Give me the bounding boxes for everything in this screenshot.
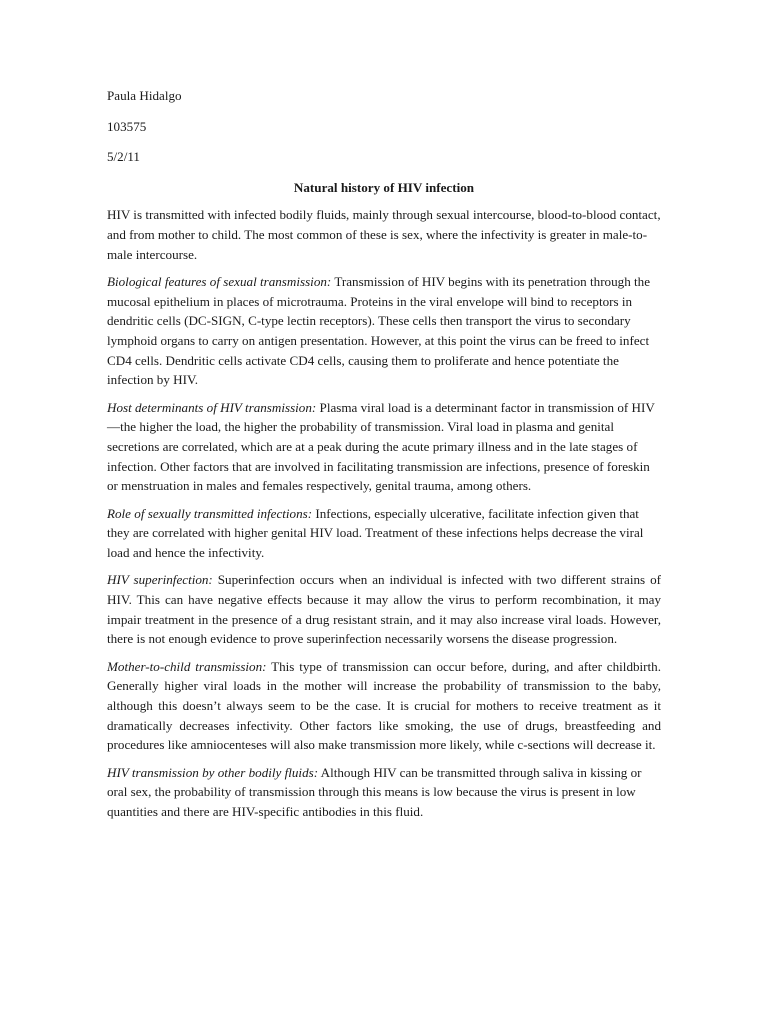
paragraph-body: Transmission of HIV begins with its penetration through the mucosal epithelium in places of microtrauma. Proteins in the viral envelope will bind to receptors in dendritic cells (DC-SIGN, C-type lectin receptors). These cells then transport the virus to secondary lymphoid organs to carry on antigen presentation. However, at this point the virus can be freed to infect CD4 cells. Dendritic cells activate CD4 cells, causing them to proliferate and hence potentiate the infection by HIV.	[107, 274, 651, 388]
paragraph-lead: Role of sexually transmitted infections:	[107, 505, 313, 521]
student-id: 103575	[107, 118, 147, 134]
paragraph-body: Infections, especially ulcerative, facilitate infection given that they are correlated with higher genital HIV load. Treatment of these infections helps decrease the viral load and hence the infectivity.	[107, 505, 644, 560]
paragraph-lead: HIV transmission by other bodily fluids:	[107, 764, 319, 780]
paragraph-superinfection	[107, 570, 661, 648]
paragraph-lead: HIV superinfection:	[107, 572, 213, 588]
paragraph-intro	[107, 205, 661, 264]
paragraph-body: Plasma viral load is a determinant factor in transmission of HIV—the higher the load, the higher the probability of transmission. Viral load in plasma and genital secretions are correlated, which are at a peak during the acute primary illness and in the late stages of infection. Other factors that are involved in facilitating transmission are infections, presence of foreskin or menstruation in males and females respectively, genital trauma, among others.	[107, 399, 655, 494]
paragraph-lead: Biological features of sexual transmission:	[107, 274, 332, 290]
document-date: 5/2/11	[107, 149, 140, 165]
author-name: Paula Hidalgo	[107, 88, 182, 103]
document-title: Natural history of HIV infection	[293, 179, 475, 195]
paragraph-host-determinants	[107, 398, 661, 496]
document-page	[107, 86, 661, 830]
paragraph-other-fluids	[107, 763, 661, 822]
paragraph-mother-to-child	[107, 657, 661, 755]
paragraph-body: HIV is transmitted with infected bodily fluids, mainly through sexual intercourse, blood-to-blood contact, and from mother to child. The most common of these is sex, where the infectivity is greater in male-to-male intercourse.	[107, 207, 661, 262]
paragraph-body: Although HIV can be transmitted through saliva in kissing or oral sex, the probability of transmission through this means is low because the virus is present in low quantities and there are HIV-specific antibodies in this fluid.	[107, 764, 642, 819]
paragraph-body: This type of transmission can occur before, during, and after childbirth. Generally higher viral loads in the mother will increase the probability of transmission to the baby, although this doesn’t always seem to be the case. It is crucial for mothers to receive treatment as it dramatically decreases infectivity. Other factors like smoking, the use of drugs, breastfeeding and procedures like amniocenteses will also make transmission more likely, while c-sections will decrease it.	[107, 658, 661, 753]
paragraph-lead: Host determinants of HIV transmission:	[107, 399, 317, 415]
paragraph-biological-features	[107, 272, 661, 390]
paragraph-body: Superinfection occurs when an individual is infected with two different strains of HIV. This can have negative effects because it may allow the virus to perform recombination, it may impair treatment in the presence of a drug resistant strain, and it may also increase viral loads. However, there is not enough evidence to prove superinfection necessarily worsens the disease progression.	[107, 572, 662, 647]
paragraph-lead: Mother-to-child transmission:	[107, 658, 267, 674]
paragraph-sti-role	[107, 504, 661, 563]
